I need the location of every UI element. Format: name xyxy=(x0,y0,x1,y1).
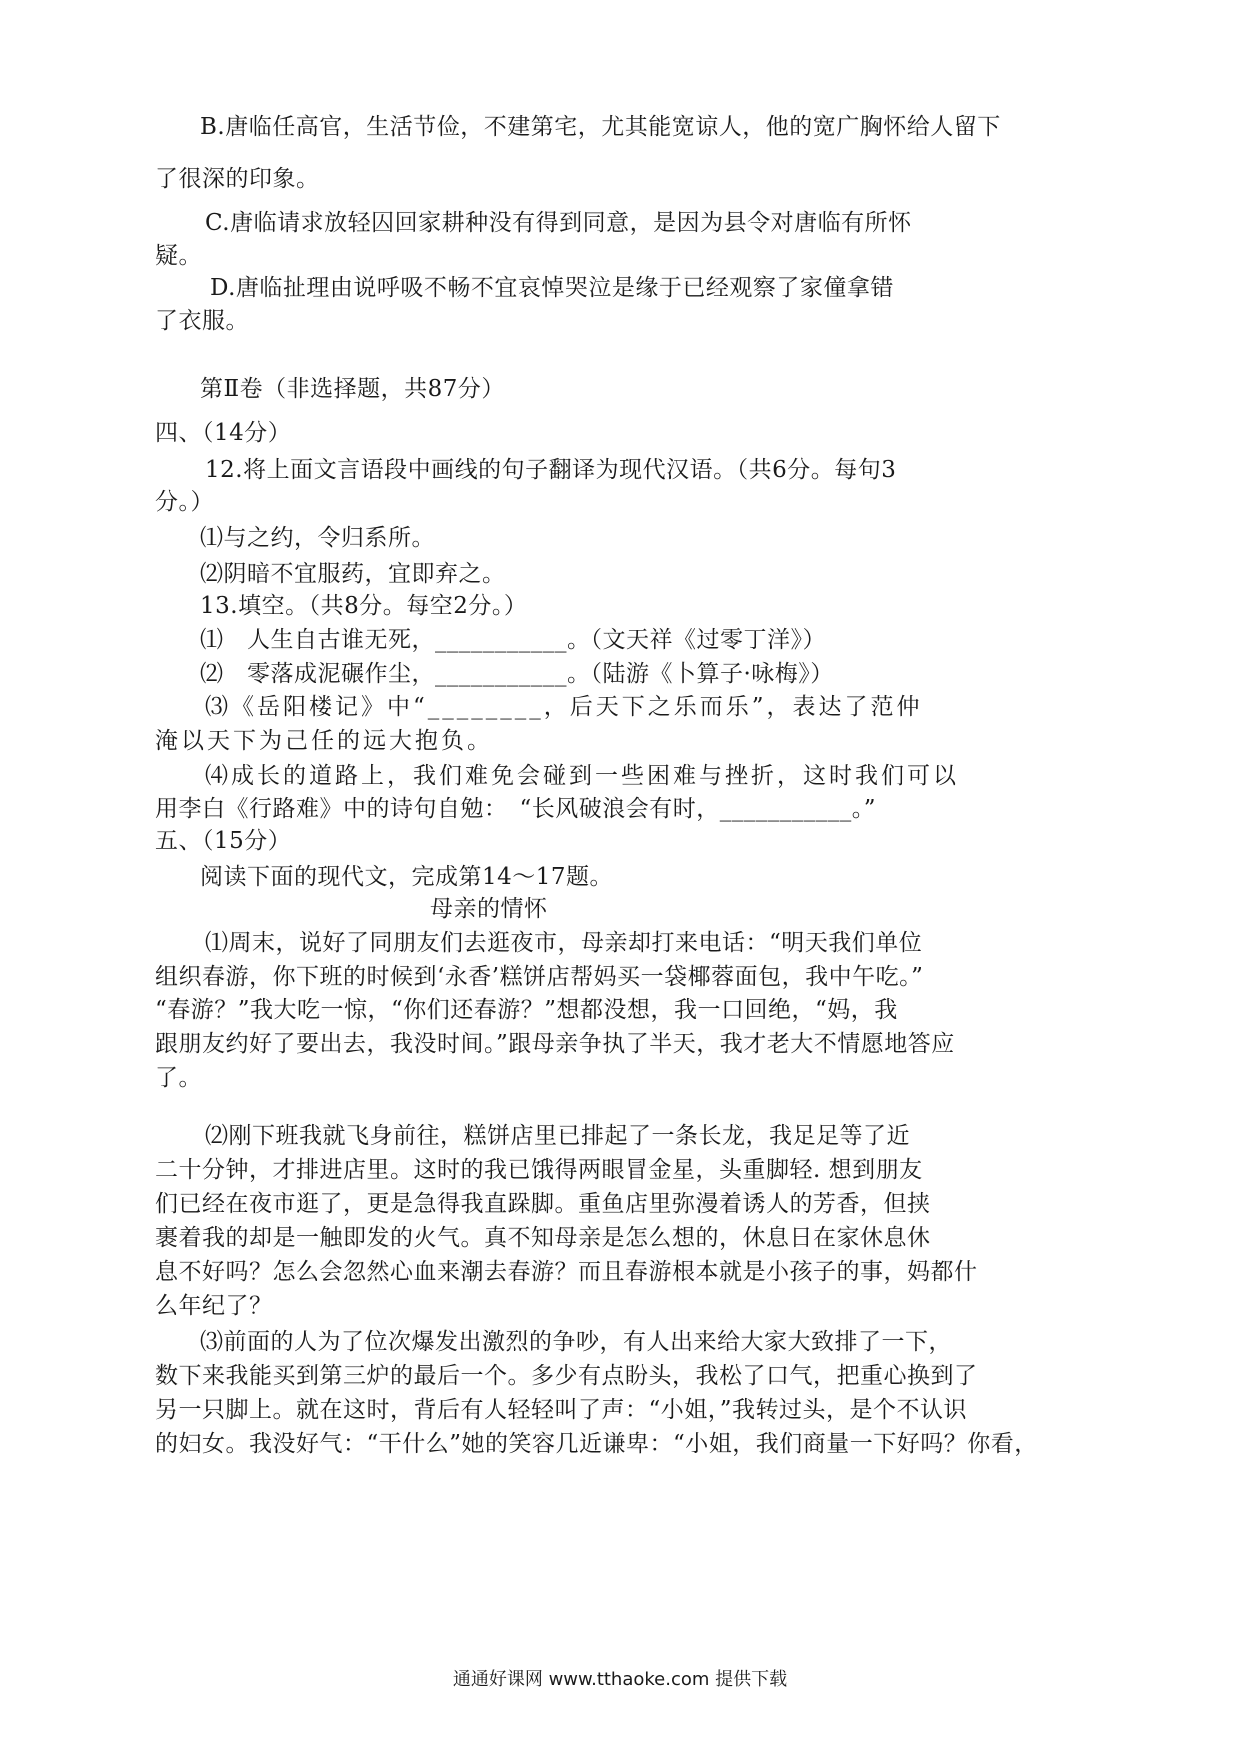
paragraph-2-line-6: 么年纪了？ xyxy=(155,1293,273,1319)
q13-item-1: ⑴ 人生自古谁无死，___________。（文天祥《过零丁洋》） xyxy=(200,627,826,653)
part-2-title: 第Ⅱ卷（非选择题，共87分） xyxy=(200,376,505,402)
paragraph-2-line-1: ⑵刚下班我就飞身前往，糕饼店里已排起了一条长龙，我足足等了近 xyxy=(205,1123,910,1149)
q13-item-3-line-1: ⑶《岳阳楼记》中“________，后天下之乐而乐”，表达了范仲 xyxy=(205,694,923,720)
section-4-heading: 四、（14分） xyxy=(155,420,292,446)
paragraph-2-line-4: 裹着我的却是一触即发的火气。真不知母亲是怎么想的，休息日在家休息休 xyxy=(155,1225,931,1251)
q12-line-2: 分。） xyxy=(155,489,214,515)
paragraph-3-line-1: ⑶前面的人为了位次爆发出激烈的争吵，有人出来给大家大致排了一下， xyxy=(200,1329,952,1355)
paragraph-1-line-3: “春游？”我大吃一惊，“你们还春游？”想都没想，我一口回绝，“妈，我 xyxy=(155,997,898,1023)
essay-title: 母亲的情怀 xyxy=(430,896,548,922)
paragraph-3-line-3: 另一只脚上。就在这时，背后有人轻轻叫了声：“小姐，”我转过头，是个不认识 xyxy=(155,1397,968,1423)
q13-title: 13.填空。（共8分。每空2分。） xyxy=(200,593,528,619)
footer-watermark: 通通好课网 www.tthaoke.com 提供下载 xyxy=(452,1669,788,1690)
paragraph-1-line-5: 了。 xyxy=(155,1065,202,1091)
q12-item-2: ⑵阴暗不宜服药，宜即弃之。 xyxy=(200,561,506,587)
paragraph-1-line-1: ⑴周末，说好了同朋友们去逛夜市，母亲却打来电话：“明天我们单位 xyxy=(205,930,923,956)
paragraph-1-line-2: 组织春游，你下班的时候到‘永香’糕饼店帮妈买一袋椰蓉面包，我中午吃。” xyxy=(155,964,924,990)
option-c-line-2: 疑。 xyxy=(155,243,202,269)
q13-item-4-line-1: ⑷成长的道路上，我们难免会碰到一些困难与挫折，这时我们可以 xyxy=(205,763,959,789)
option-d-line-2: 了衣服。 xyxy=(155,308,249,334)
paragraph-1-line-4: 跟朋友约好了要出去，我没时间。”跟母亲争执了半天，我才老大不情愿地答应 xyxy=(155,1031,955,1057)
paragraph-3-line-4: 的妇女。我没好气：“干什么”她的笑容几近谦卑：“小姐，我们商量一下好吗？你看， xyxy=(155,1431,1038,1457)
option-d-line-1: D.唐临扯理由说呼吸不畅不宜哀悼哭泣是缘于已经观察了家僮拿错 xyxy=(210,275,894,301)
q13-item-3-line-2: 淹以天下为己任的远大抱负。 xyxy=(155,728,493,754)
option-c-line-1: C.唐临请求放轻囚回家耕种没有得到同意，是因为县令对唐临有所怀 xyxy=(205,210,912,236)
paragraph-2-line-3: 们已经在夜市逛了，更是急得我直跺脚。重鱼店里弥漫着诱人的芳香，但挟 xyxy=(155,1191,931,1217)
paragraph-3-line-2: 数下来我能买到第三炉的最后一个。多少有点盼头，我松了口气，把重心换到了 xyxy=(155,1363,978,1389)
q12-line-1: 12.将上面文言语段中画线的句子翻译为现代汉语。（共6分。每句3 xyxy=(205,457,897,483)
option-b-line-2: 了很深的印象。 xyxy=(155,166,320,192)
section-5-intro: 阅读下面的现代文，完成第14～17题。 xyxy=(200,864,614,890)
paragraph-2-line-2: 二十分钟，才排进店里。这时的我已饿得两眼冒金星，头重脚轻. 想到朋友 xyxy=(155,1157,923,1183)
q13-item-2: ⑵ 零落成泥碾作尘，___________。（陆游《卜算子·咏梅》） xyxy=(200,661,834,687)
q12-item-1: ⑴与之约，令归系所。 xyxy=(200,525,435,551)
section-5-heading: 五、（15分） xyxy=(155,828,292,854)
option-b-line-1: B.唐临任高官，生活节俭，不建第宅，尤其能宽谅人，他的宽广胸怀给人留下 xyxy=(200,114,1001,140)
q13-item-4-line-2: 用李白《行路难》中的诗句自勉： “长风破浪会有时，___________。” xyxy=(155,796,877,822)
paragraph-2-line-5: 息不好吗？怎么会忽然心血来潮去春游？而且春游根本就是小孩子的事，妈都什 xyxy=(155,1259,978,1285)
